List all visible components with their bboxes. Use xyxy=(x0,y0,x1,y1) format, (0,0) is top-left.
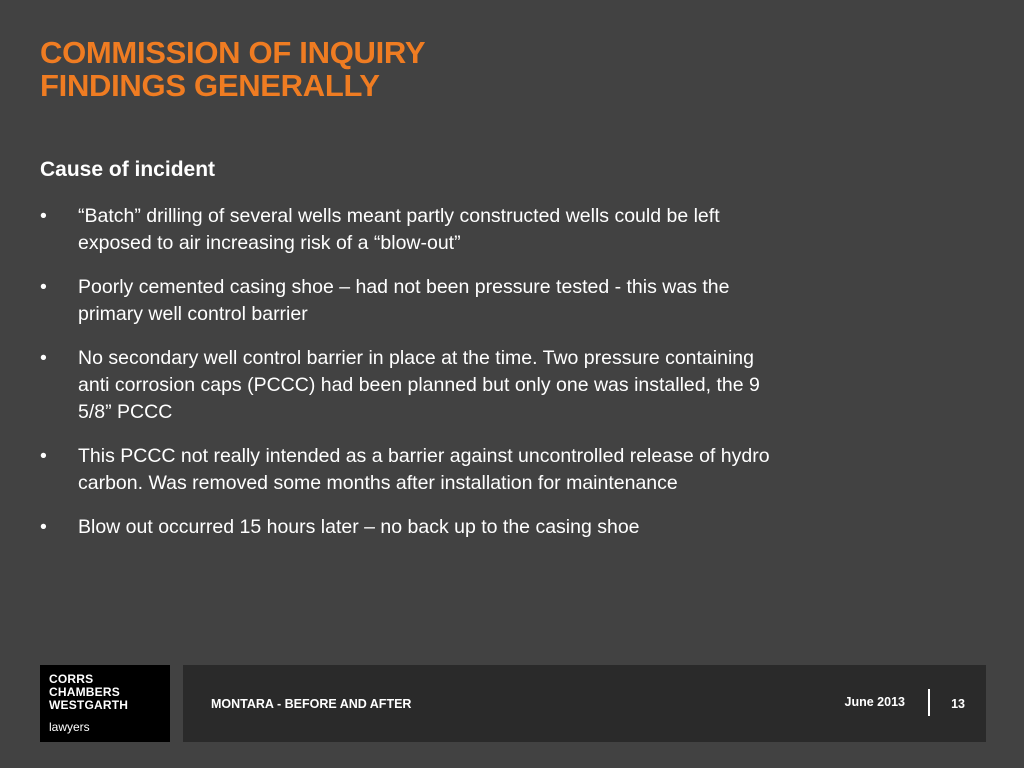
bullet-icon: • xyxy=(40,205,47,227)
bullet-item xyxy=(40,345,780,426)
bullet-item xyxy=(40,203,780,257)
page-number: 13 xyxy=(951,697,965,711)
footer-date: June 2013 xyxy=(844,695,905,709)
logo-subtitle: lawyers xyxy=(49,720,90,734)
bullet-text: “Batch” drilling of several wells meant partly constructed wells could be left exposed to air increasing risk of a “blow-out” xyxy=(78,205,720,254)
company-logo xyxy=(40,665,170,742)
bullet-icon: • xyxy=(40,516,47,538)
bullet-item xyxy=(40,443,780,497)
slide-title-line-1: COMMISSION OF INQUIRY xyxy=(40,35,426,70)
logo-line-2: CHAMBERS xyxy=(49,685,120,699)
logo-line-1: CORRS xyxy=(49,672,94,686)
bullet-list xyxy=(40,203,780,558)
slide-title-line-2: FINDINGS GENERALLY xyxy=(40,68,380,103)
section-heading: Cause of incident xyxy=(40,158,216,181)
footer-bar xyxy=(183,665,986,742)
bullet-item xyxy=(40,274,780,328)
logo-wordmark xyxy=(49,673,128,712)
bullet-text: No secondary well control barrier in place at the time. Two pressure containing anti corrosion caps (PCCC) had been planned but only one was installed, the 9 5/8” PCCC xyxy=(78,347,760,423)
bullet-icon: • xyxy=(40,445,47,467)
logo-line-3: WESTGARTH xyxy=(49,698,129,712)
bullet-icon: • xyxy=(40,276,47,298)
slide-title xyxy=(40,36,940,102)
footer-divider xyxy=(928,689,930,716)
bullet-text: Poorly cemented casing shoe – had not been pressure tested - this was the primary well control barrier xyxy=(78,276,730,325)
footer-document-title: MONTARA - BEFORE AND AFTER xyxy=(211,697,412,711)
bullet-text: This PCCC not really intended as a barrier against uncontrolled release of hydro carbon. Was removed some months after installation for maintenance xyxy=(78,445,770,494)
bullet-item xyxy=(40,514,780,541)
bullet-text: Blow out occurred 15 hours later – no back up to the casing shoe xyxy=(78,516,640,538)
bullet-icon: • xyxy=(40,347,47,369)
